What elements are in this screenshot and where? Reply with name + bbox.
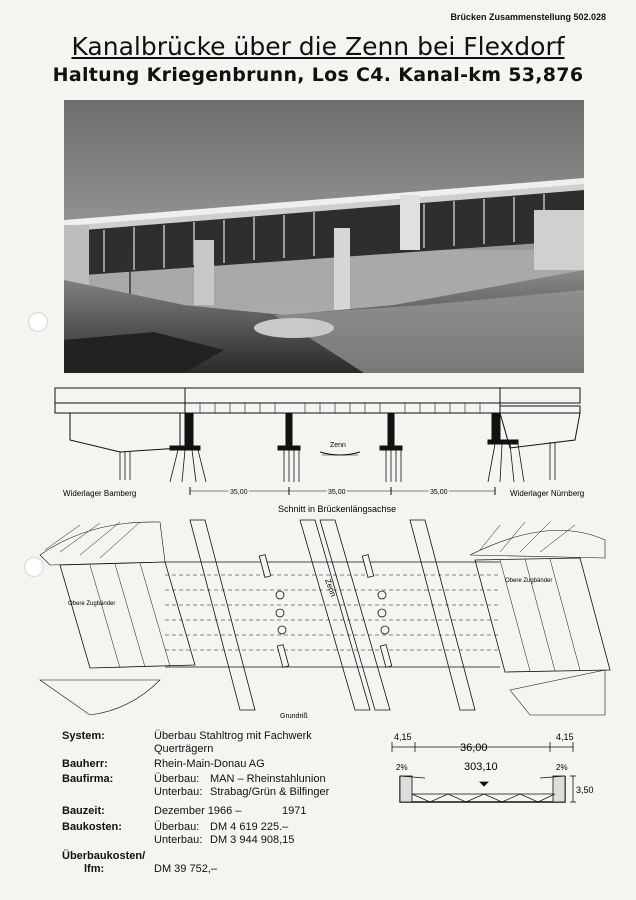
bridge-photo bbox=[64, 100, 584, 373]
contractor-super-label: Überbau: bbox=[154, 773, 200, 785]
owner-value: Rhein-Main-Donau AG bbox=[154, 758, 265, 770]
owner-label: Bauherr: bbox=[62, 758, 108, 770]
cs-right-width: 4,15 bbox=[556, 732, 574, 742]
span-2-label: 35,00 bbox=[328, 489, 346, 496]
cs-water-level: 303,10 bbox=[464, 761, 498, 773]
system-value-1: Überbau Stahltrog mit Fachwerk bbox=[154, 730, 312, 742]
river-label: Zenn bbox=[330, 442, 346, 449]
cost-super-value: DM 4 619 225.– bbox=[210, 821, 289, 833]
plan-river-label: Zenn bbox=[323, 577, 338, 598]
page-title: Kanalbrücke über die Zenn bei Flexdorf bbox=[71, 32, 565, 61]
period-start: Dezember 1966 – bbox=[154, 805, 242, 817]
wing-left-label: Obere Zugbänder bbox=[68, 601, 116, 607]
contractor-sub-value: Strabag/Grün & Bilfinger bbox=[210, 786, 330, 798]
longitudinal-section bbox=[55, 388, 580, 495]
cost-label: Baukosten: bbox=[62, 821, 122, 833]
period-label: Bauzeit: bbox=[62, 805, 105, 817]
cost-super-label: Überbau: bbox=[154, 821, 200, 833]
period-end: 1971 bbox=[282, 805, 307, 817]
per-m-value: DM 39 752,– bbox=[154, 863, 217, 875]
contractor-super-value: MAN – Rheinstahlunion bbox=[210, 773, 326, 785]
span-1-label: 35,00 bbox=[230, 489, 248, 496]
document-reference: Brücken Zusammenstellung 502.028 bbox=[450, 12, 606, 22]
cs-left-width: 4,15 bbox=[394, 732, 412, 742]
cost-sub-value: DM 3 944 908,15 bbox=[210, 834, 295, 846]
punch-hole-upper bbox=[28, 312, 48, 332]
abutment-left-label: Widerlager Bamberg bbox=[63, 489, 137, 498]
cs-slope-left: 2% bbox=[396, 763, 408, 772]
system-label: System: bbox=[62, 730, 105, 742]
page-subtitle: Haltung Kriegenbrunn, Los C4. Kanal-km 53,876 bbox=[52, 64, 584, 86]
per-m-label-2: lfm: bbox=[84, 863, 105, 875]
cs-total-width: 36,00 bbox=[460, 742, 488, 754]
technical-drawing bbox=[30, 380, 620, 720]
system-value-2: Querträgern bbox=[154, 743, 214, 755]
cross-section bbox=[390, 732, 594, 822]
plan-caption: Grundriß bbox=[280, 713, 308, 720]
wing-right-label: Obere Zugbänder bbox=[505, 578, 553, 584]
abutment-right-label: Widerlager Nürnberg bbox=[510, 489, 585, 498]
contractor-sub-label: Unterbau: bbox=[154, 786, 203, 798]
cs-slope-right: 2% bbox=[556, 763, 568, 772]
section-caption: Schnitt in Brückenlängsachse bbox=[278, 504, 397, 514]
per-m-label-1: Überbaukosten/ bbox=[62, 850, 146, 862]
contractor-label: Baufirma: bbox=[62, 773, 114, 785]
plan-view bbox=[40, 520, 610, 715]
cs-height: 3,50 bbox=[576, 785, 594, 795]
span-3-label: 35,00 bbox=[430, 489, 448, 496]
cost-sub-label: Unterbau: bbox=[154, 834, 203, 846]
